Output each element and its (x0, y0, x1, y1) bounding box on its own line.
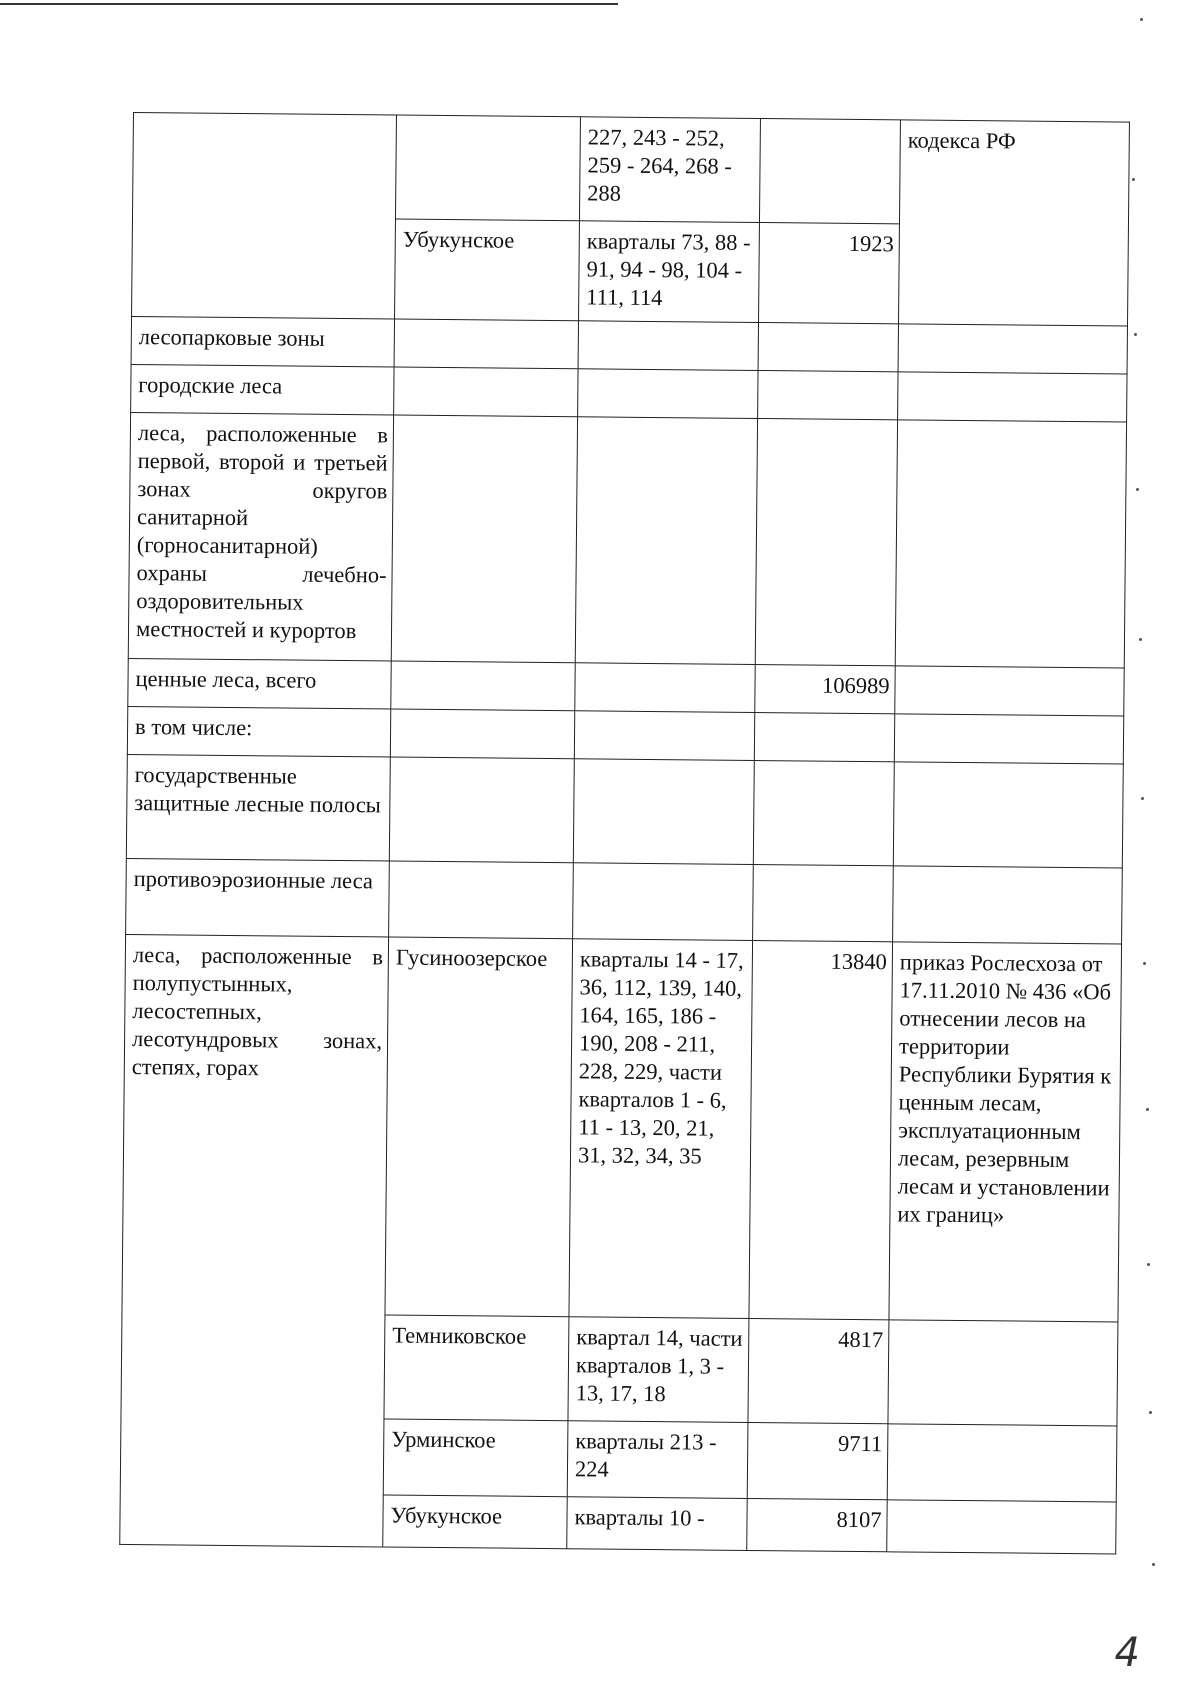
page-number: 4 (1114, 1630, 1140, 1676)
category-cell: противоэрозионные леса (126, 858, 390, 937)
basis-cell: кодекса РФ (899, 120, 1130, 326)
location-cell (573, 863, 754, 941)
category-cell: лесопарковые зоны (131, 316, 394, 367)
area-cell: 4817 (748, 1318, 889, 1423)
location-cell: кварталы 14 - 17, 36, 112, 139, 140, 164, 165, 186 - 190, 208 - 211, 228, 229, части кварталов 1 - 6, 11 - 13, 20, 21, 31, 32, 34, 35 (569, 939, 753, 1319)
area-cell (759, 119, 900, 224)
location-cell (573, 759, 754, 865)
scan-speck (1134, 333, 1137, 336)
category-cell: леса, расположенные в первой, второй и третьей зонах округов санитарной (горносанитарной) охраны лечебно-оздоровительных местностей и курортов (128, 412, 393, 661)
location-cell: 227, 243 - 252, 259 - 264, 268 - 288 (579, 117, 760, 223)
category-cell: городские леса (131, 364, 394, 415)
category-cell: ценные леса, всего (128, 658, 391, 709)
scan-speck (1132, 178, 1135, 181)
district-cell (394, 319, 578, 369)
basis-cell (898, 324, 1127, 374)
location-cell (575, 663, 755, 713)
basis-cell (895, 420, 1126, 668)
area-cell: 9711 (747, 1422, 888, 1499)
location-cell: квартал 14, части кварталов 1, 3 - 13, 17, 18 (568, 1317, 749, 1423)
category-cell: в том числе: (127, 706, 390, 757)
category-cell: государственные защитные лесные полосы (126, 754, 390, 861)
district-cell (390, 709, 574, 759)
area-cell (754, 712, 894, 761)
district-cell: Убукунское (395, 219, 580, 321)
scan-speck (1141, 797, 1144, 800)
scan-speck (1147, 1263, 1150, 1266)
location-cell: кварталы 10 - (567, 1497, 747, 1551)
basis-cell (894, 714, 1123, 764)
table-row (128, 412, 1126, 668)
basis-cell: приказ Рослесхоза от 17.11.2010 № 436 «Об отнесении лесов на территории Республики Бурятия к ценным лесам, эксплуатационным лесам, резервным лесам и установлении их границ» (889, 942, 1122, 1322)
forest-table (119, 112, 1130, 1555)
table-row (126, 754, 1123, 868)
area-cell: 13840 (749, 940, 893, 1319)
top-rule (0, 3, 618, 5)
scan-speck (1139, 638, 1142, 641)
scan-speck (1146, 1108, 1149, 1111)
district-cell (389, 861, 574, 939)
district-cell (389, 757, 574, 863)
district-cell (395, 115, 580, 221)
area-cell (753, 760, 894, 865)
location-cell (578, 369, 758, 419)
district-cell: Темниковское (384, 1315, 569, 1421)
location-cell: кварталы 213 - 224 (567, 1421, 748, 1499)
location-cell: кварталы 73, 88 - 91, 94 - 98, 104 - 111, 114 (579, 221, 760, 323)
location-cell (578, 321, 758, 371)
district-cell: Урминское (383, 1419, 568, 1497)
district-cell (394, 367, 578, 417)
district-cell (391, 661, 575, 711)
scan-speck (1149, 1411, 1152, 1414)
basis-cell (888, 1320, 1118, 1426)
scan-speck (1152, 1563, 1155, 1566)
table-row (126, 858, 1123, 944)
basis-cell (893, 762, 1123, 868)
scan-speck (1136, 488, 1139, 491)
basis-cell (887, 1424, 1117, 1502)
category-cell (132, 113, 397, 320)
basis-cell (893, 866, 1123, 944)
location-cell (574, 711, 754, 761)
area-cell (758, 371, 898, 420)
district-cell: Убукунское (383, 1495, 567, 1549)
category-cell: леса, расположенные в полупустынных, лесостепных, лесотундровых зонах, степях, горах (120, 934, 389, 1546)
area-cell: 1923 (759, 223, 900, 324)
area-cell: 106989 (755, 664, 895, 713)
district-cell (391, 415, 577, 663)
scan-speck (1143, 962, 1146, 965)
table-row (132, 113, 1129, 227)
basis-cell (895, 666, 1124, 716)
area-cell (753, 864, 894, 941)
area-cell: 8107 (747, 1498, 887, 1551)
table-row (122, 934, 1122, 1322)
scan-speck (1140, 18, 1143, 21)
area-cell (755, 419, 897, 666)
area-cell (758, 323, 898, 372)
location-cell (575, 417, 757, 665)
basis-cell (887, 1500, 1116, 1554)
basis-cell (898, 372, 1127, 422)
district-cell: Гусиноозерское (385, 937, 573, 1317)
